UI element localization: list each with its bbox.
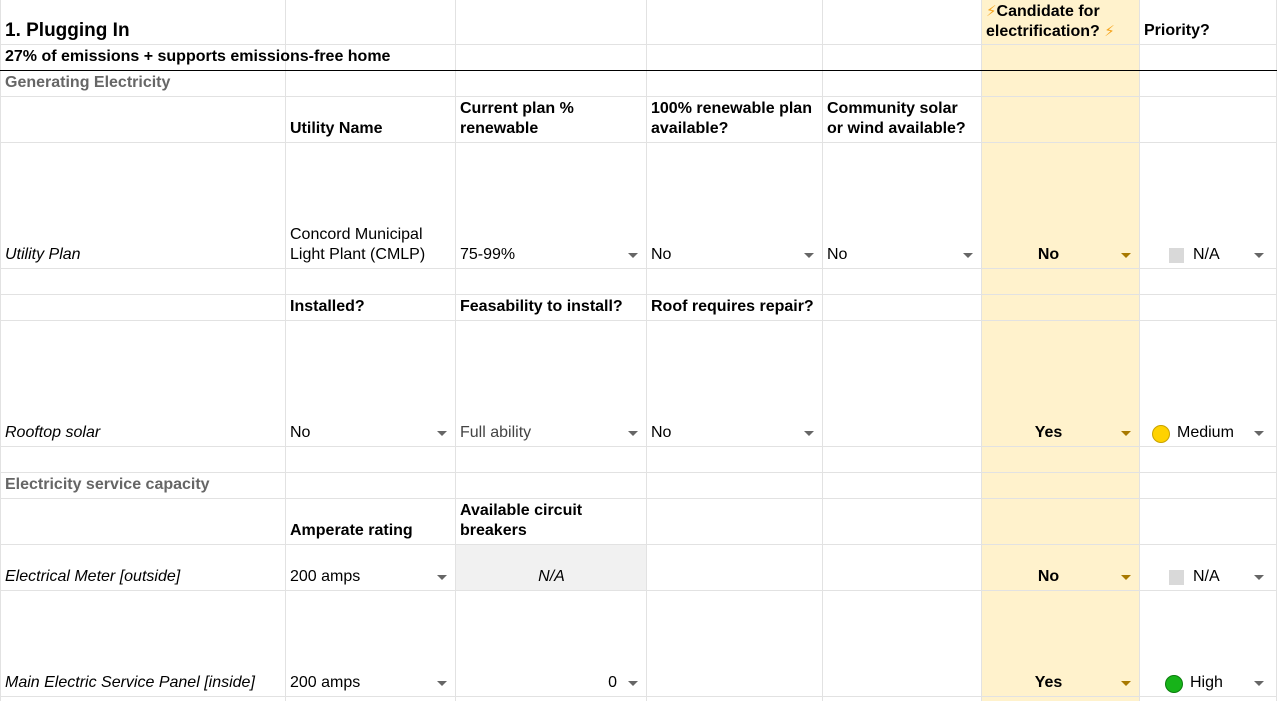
chevron-down-icon[interactable] (1254, 253, 1264, 258)
candidate-header-line2: electrification? (986, 23, 1100, 40)
header-installed[interactable]: Installed? (290, 298, 365, 315)
header-renewable-available[interactable]: 100% renewable plan available? (651, 100, 812, 137)
gridline (0, 268, 1277, 269)
priority-dropdown-utility[interactable]: N/A (1193, 246, 1220, 263)
header-amperage[interactable]: Amperate rating (290, 522, 413, 539)
status-na-swatch-icon (1169, 248, 1184, 263)
header-current-plan[interactable]: Current plan % renewable (460, 100, 574, 137)
meter-breakers-cell[interactable]: N/A (456, 545, 646, 590)
candidate-dropdown-meter[interactable]: No (1037, 568, 1060, 585)
row-label-panel[interactable]: Main Electric Service Panel [inside] (5, 674, 255, 691)
priority-dropdown-panel[interactable]: High (1190, 674, 1223, 691)
chevron-down-icon[interactable] (963, 253, 973, 258)
meter-amperage-dropdown[interactable]: 200 amps (290, 568, 361, 585)
row-label-meter[interactable]: Electrical Meter [outside] (5, 568, 181, 585)
candidate-dropdown-panel[interactable]: Yes (1034, 674, 1063, 691)
priority-header[interactable]: Priority? (1144, 22, 1210, 39)
chevron-down-icon[interactable] (1254, 431, 1264, 436)
section-subtitle[interactable]: 27% of emissions + supports emissions-free home (5, 48, 391, 65)
chevron-down-icon[interactable] (1254, 575, 1264, 580)
chevron-down-icon[interactable] (804, 431, 814, 436)
candidate-header[interactable] (981, 0, 1139, 44)
renewable-available-dropdown[interactable]: No (651, 246, 672, 263)
high-priority-icon (1165, 675, 1183, 693)
section-title[interactable]: 1. Plugging In (5, 20, 130, 41)
chevron-down-icon[interactable] (628, 253, 638, 258)
chevron-down-icon[interactable] (437, 575, 447, 580)
chevron-down-icon[interactable] (1121, 575, 1131, 580)
chevron-down-icon[interactable] (1121, 681, 1131, 686)
chevron-down-icon[interactable] (1254, 681, 1264, 686)
header-feasibility[interactable]: Feasability to install? (460, 298, 623, 315)
group-label-capacity[interactable]: Electricity service capacity (5, 476, 210, 493)
candidate-dropdown-utility[interactable]: No (1037, 246, 1060, 263)
header-community-solar[interactable]: Community solar or wind available? (827, 100, 966, 137)
lightning-icon: ⚡ (1104, 23, 1115, 40)
gridline (1139, 0, 1140, 701)
feasibility-dropdown[interactable]: Full ability (460, 424, 532, 441)
priority-dropdown-meter[interactable]: N/A (1193, 568, 1220, 585)
installed-dropdown[interactable]: No (290, 424, 311, 441)
current-plan-dropdown[interactable]: 75-99% (460, 246, 516, 263)
candidate-header-line1: Candidate for (996, 3, 1100, 20)
header-roof-repair[interactable]: Roof requires repair? (651, 298, 814, 315)
chevron-down-icon[interactable] (437, 681, 447, 686)
header-breakers[interactable]: Available circuit breakers (460, 502, 583, 539)
roof-repair-dropdown[interactable]: No (651, 424, 672, 441)
chevron-down-icon[interactable] (628, 431, 638, 436)
status-na-swatch-icon (1169, 570, 1184, 585)
panel-amperage-dropdown[interactable]: 200 amps (290, 674, 361, 691)
chevron-down-icon[interactable] (804, 253, 814, 258)
row-label-utility-plan[interactable]: Utility Plan (5, 246, 81, 263)
candidate-dropdown-solar[interactable]: Yes (1034, 424, 1063, 441)
gridline (0, 696, 1277, 697)
panel-breakers-dropdown[interactable]: 0 (608, 674, 617, 691)
lightning-icon: ⚡ (986, 3, 997, 20)
chevron-down-icon[interactable] (1121, 253, 1131, 258)
chevron-down-icon[interactable] (628, 681, 638, 686)
header-utility-name[interactable]: Utility Name (290, 120, 383, 137)
priority-dropdown-solar[interactable]: Medium (1177, 424, 1234, 441)
chevron-down-icon[interactable] (1121, 431, 1131, 436)
chevron-down-icon[interactable] (437, 431, 447, 436)
utility-name-cell[interactable]: Concord Municipal Light Plant (CMLP) (290, 226, 426, 263)
group-label-generating[interactable]: Generating Electricity (5, 74, 171, 91)
gridline (0, 446, 1277, 447)
medium-priority-icon (1152, 425, 1170, 443)
community-solar-dropdown[interactable]: No (827, 246, 848, 263)
row-label-rooftop-solar[interactable]: Rooftop solar (5, 424, 101, 441)
